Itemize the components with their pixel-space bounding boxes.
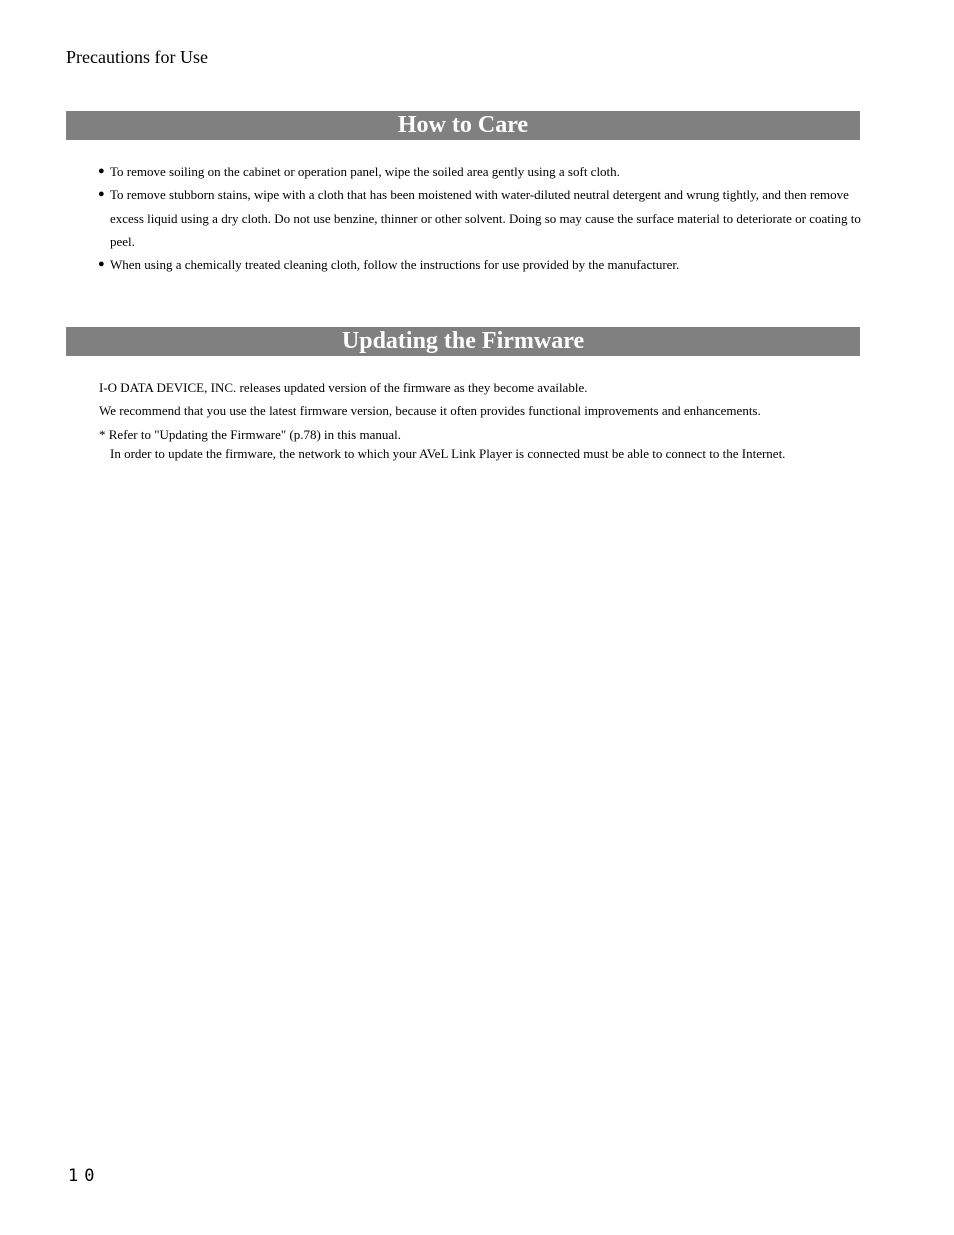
bullet-icon: ●: [98, 188, 105, 201]
list-item: [98, 160, 878, 183]
list-item-text: When using a chemically treated cleaning cloth, follow the instructions for use provided by the manufacturer.: [110, 257, 680, 273]
firmware-paragraph: I-O DATA DEVICE, INC. releases updated version of the firmware as they become available.: [99, 380, 588, 395]
section-heading-how-to-care: How to Care: [66, 111, 860, 140]
page-number: 10: [68, 1166, 101, 1186]
firmware-note-reference: * Refer to "Updating the Firmware" (p.78) in this manual.: [99, 426, 401, 442]
firmware-note-network: In order to update the firmware, the network to which your AVeL Link Player is connected must be able to connect to the Internet.: [110, 445, 786, 461]
section-heading-updating-firmware: Updating the Firmware: [66, 327, 860, 356]
list-item-text: To remove soiling on the cabinet or operation panel, wipe the soiled area gently using a soft cloth.: [110, 164, 620, 179]
list-item-text: To remove stubborn stains, wipe with a cloth that has been moistened with water-diluted neutral detergent and wrung tightly, and then remove excess liquid using a dry cloth. Do not use benzine, thinner or other solvent. Doing so may cause the surface material to deteriorate or coating to peel.: [110, 187, 861, 249]
firmware-section-body: [99, 376, 889, 463]
list-item: [98, 253, 878, 276]
firmware-paragraph: We recommend that you use the latest firmware version, because it often provides functional improvements and enhancements.: [99, 403, 761, 419]
bullet-icon: ●: [98, 258, 105, 271]
running-header: Precautions for Use: [66, 47, 208, 67]
list-item: [98, 183, 878, 253]
care-instructions-list: [98, 160, 878, 276]
bullet-icon: ●: [98, 165, 105, 177]
